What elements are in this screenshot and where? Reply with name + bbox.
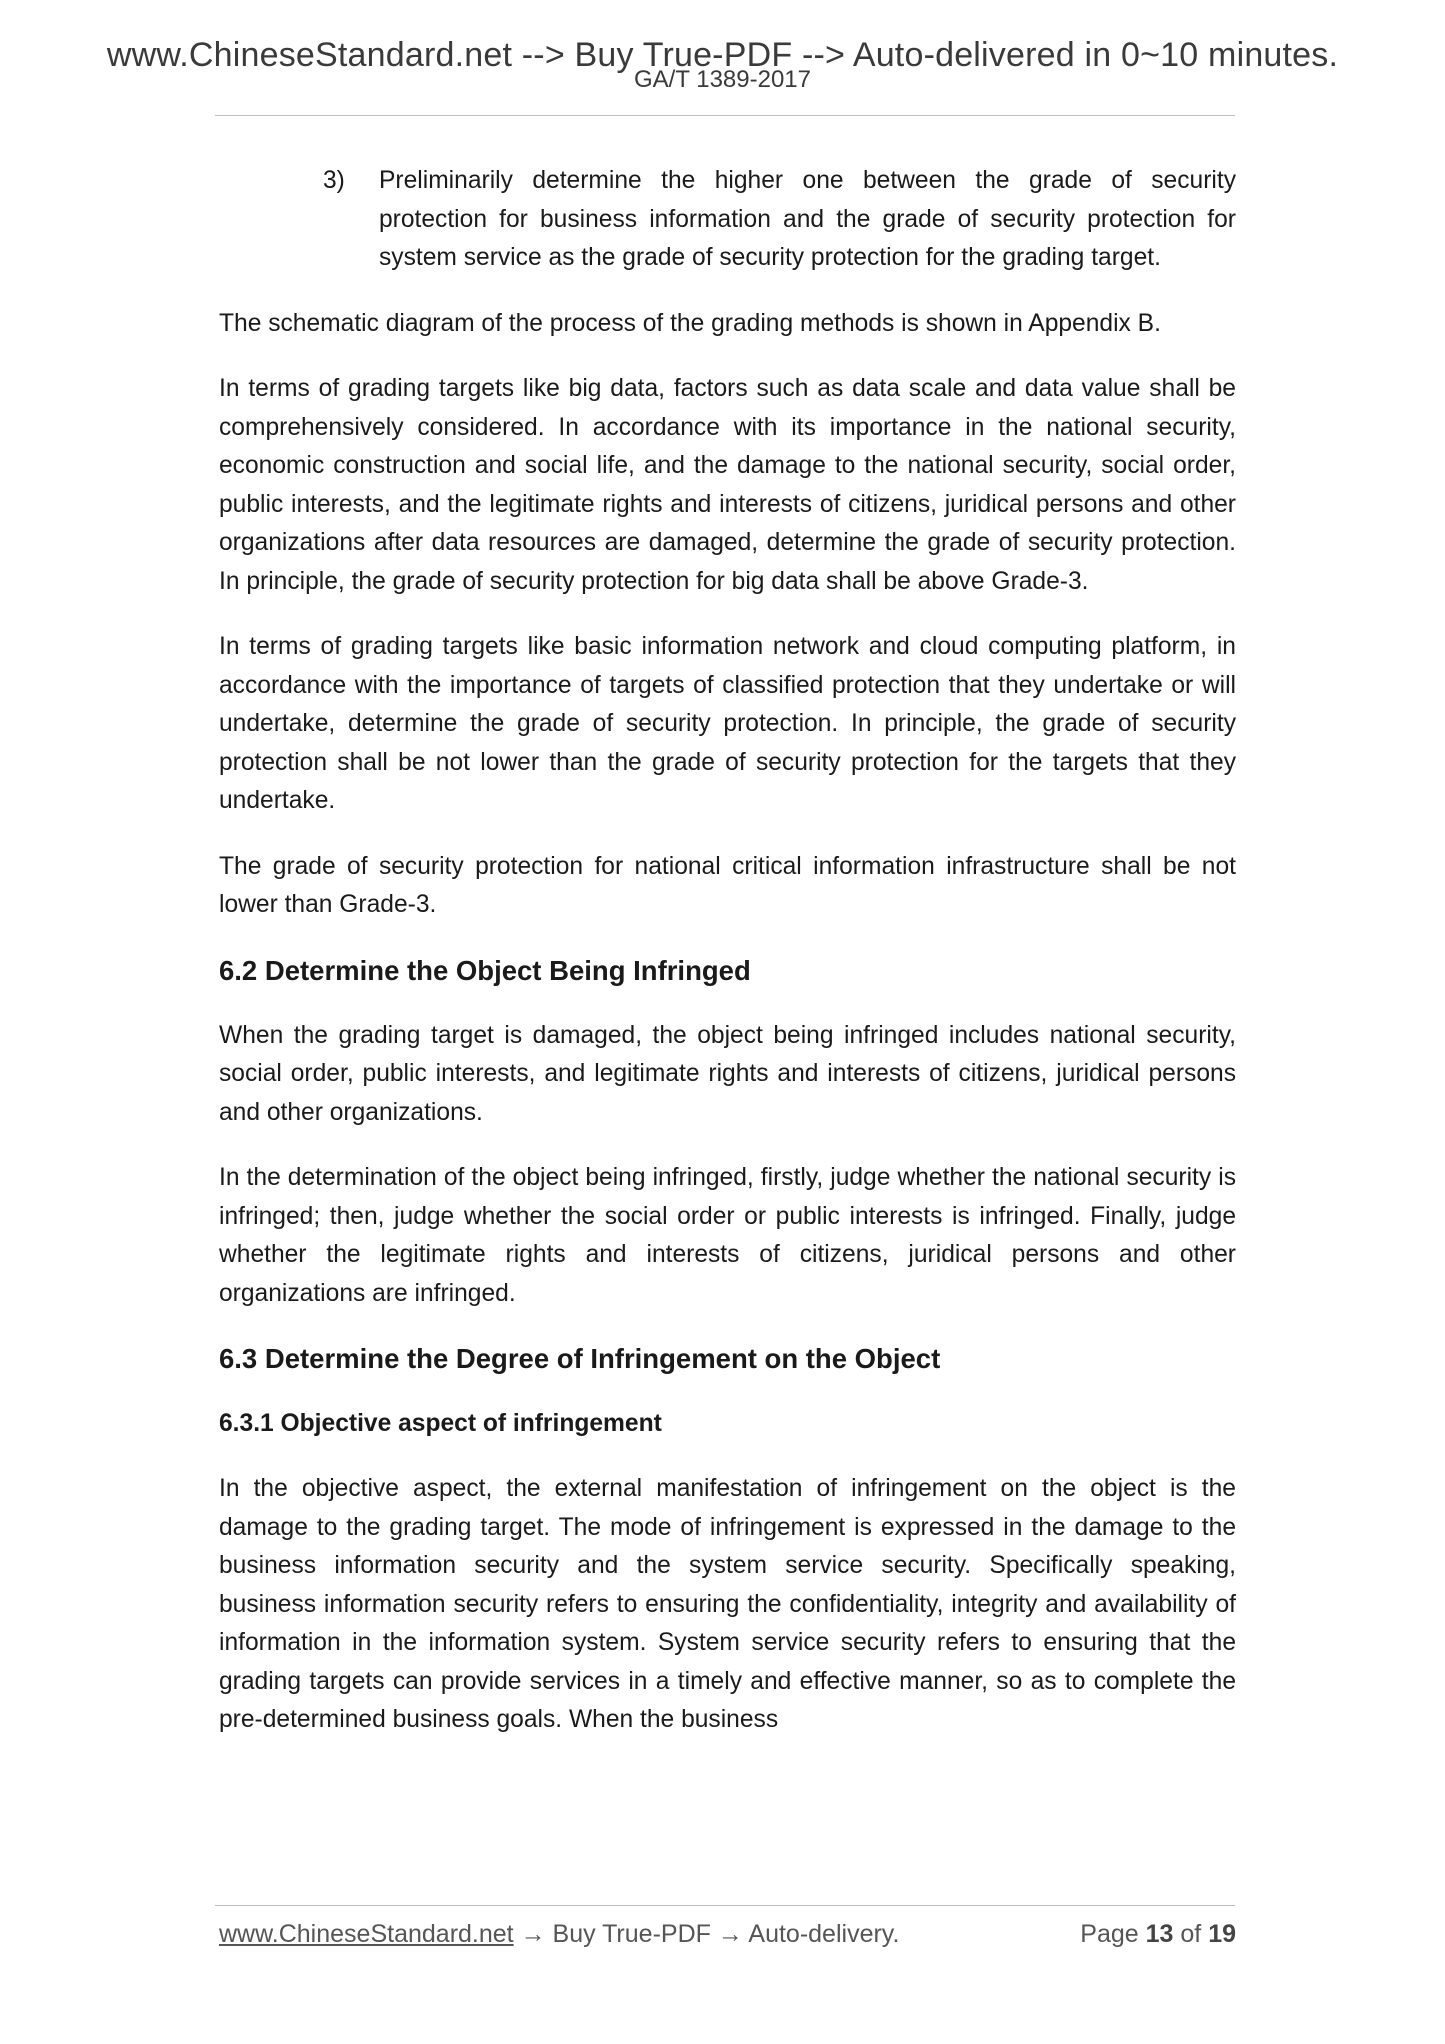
paragraph: The schematic diagram of the process of the grading methods is shown in Appendix B. (219, 309, 1161, 337)
paragraph: In terms of grading targets like big data, factors such as data scale and data value shall be comprehensively considered. In accordance with its importance in the national security, economic construction and social life, and the damage to the national security, social order, public interests, and the legitimate rights and interests of citizens, juridical persons and other organizations after data resources are damaged, determine the grade of security protection. In principle, the grade of security protection for big data shall be above Grade-3. (219, 375, 1236, 595)
header-divider (215, 115, 1235, 116)
footer-divider (215, 1905, 1235, 1906)
list-item (219, 162, 1236, 278)
page-label: Page (1080, 1920, 1139, 1948)
paragraph: In the objective aspect, the external manifestation of infringement on the object is the damage to the grading target. The mode of infringement is expressed in the damage to the business information security and the system service security. Specifically speaking, business information security refers to ensuring the confidentiality, integrity and availability of information in the information system. System service security refers to ensuring that the grading targets can provide services in a timely and effective manner, so as to complete the pre-determined business goals. When the business (219, 1475, 1236, 1733)
page-of: of (1180, 1920, 1202, 1948)
page-total: 19 (1208, 1920, 1236, 1948)
footer-tagline: → Buy True-PDF → Auto-delivery. (513, 1920, 900, 1948)
section-heading: 6.2 Determine the Object Being Infringed (219, 954, 751, 986)
paragraph: The grade of security protection for national critical information infrastructure shall be not lower than Grade-3. (219, 852, 1236, 918)
section-heading: 6.3 Determine the Degree of Infringement on the Object (219, 1343, 941, 1374)
standard-code: GA/T 1389-2017 (633, 66, 811, 93)
paragraph: In the determination of the object being infringed, firstly, judge whether the national security is infringed; then, judge whether the social order or public interests is infringed. Finally, judge whether the legitimate rights and interests of citizens, juridical persons and other organizations are infringed. (219, 1164, 1236, 1307)
list-item-text: Preliminarily determine the higher one between the grade of security protection for business information and the grade of security protection for system service as the grade of security protection for the grading target. (379, 167, 1236, 271)
paragraph: When the grading target is damaged, the object being infringed includes national security, social order, public interests, and legitimate rights and interests of citizens, juridical persons and other organizations. (219, 1021, 1236, 1126)
list-item-number: 3) (323, 167, 345, 194)
page-footer (219, 1920, 1236, 1960)
page-current: 13 (1145, 1920, 1174, 1948)
footer-site-link[interactable]: www.ChineseStandard.net (219, 1920, 514, 1948)
footer-promo (219, 1920, 899, 1949)
document-body (219, 162, 1236, 1740)
paragraph: In terms of grading targets like basic information network and cloud computing platform, in accordance with the importance of targets of classified protection that they undertake or will undertake, determine the grade of security protection. In principle, the grade of security protection shall be not lower than the grade of security protection for the targets that they undertake. (219, 633, 1236, 814)
site-banner: www.ChineseStandard.net --> Buy True-PDF --> Auto-delivered in 0~10 minutes. (106, 36, 1339, 74)
subsection-heading: 6.3.1 Objective aspect of infringement (219, 1410, 662, 1437)
page-number (1080, 1920, 1236, 1949)
